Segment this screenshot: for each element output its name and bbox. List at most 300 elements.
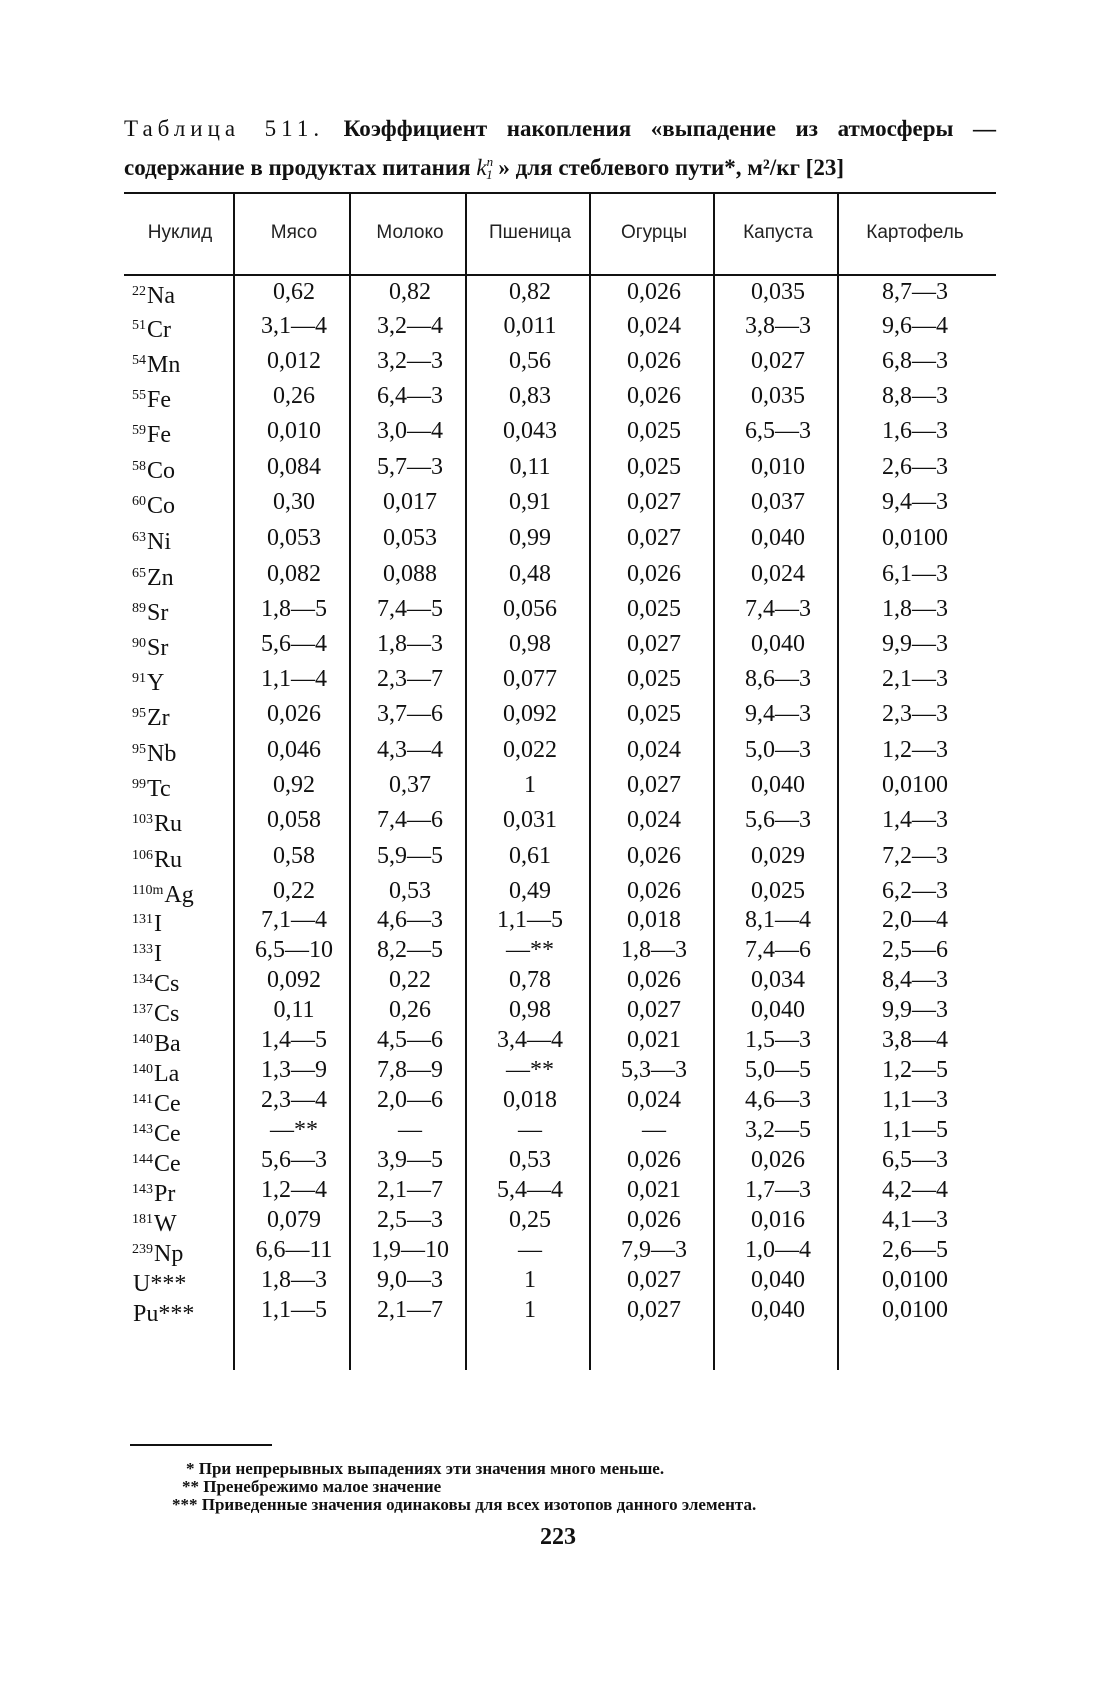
value-cell: 3,2—3 (377, 348, 443, 374)
table-row (0, 933, 1116, 967)
nuclide-cell (132, 450, 232, 488)
nuclide-cell (132, 662, 232, 700)
mass-number: 89 (132, 601, 146, 616)
value-cell: 0,021 (627, 1177, 681, 1203)
element-symbol: Sr (147, 635, 169, 661)
value-cell: 0,024 (627, 737, 681, 763)
value-cell: 0,026 (627, 348, 681, 374)
value-cell: 0,022 (503, 737, 557, 763)
value-cell: 1,2—4 (261, 1177, 327, 1203)
mass-number: 140 (132, 1032, 153, 1047)
value-cell: 9,4—3 (882, 489, 948, 515)
element-symbol: Pu*** (133, 1301, 195, 1327)
nuclide-cell (132, 803, 232, 841)
value-cell: 0,0100 (882, 1297, 948, 1323)
footnote-1: * При непрерывных выпадениях эти значения много меньше. (186, 1459, 665, 1478)
table-row (0, 275, 1116, 309)
value-cell: — (518, 1117, 542, 1143)
element-symbol: Ce (154, 1151, 181, 1177)
element-symbol: Zr (147, 705, 170, 731)
mass-number: 22 (132, 284, 146, 299)
element-symbol: Np (154, 1241, 184, 1267)
value-cell: 0,046 (267, 737, 321, 763)
value-cell: 0,83 (509, 383, 551, 409)
value-cell: 0,82 (389, 279, 431, 305)
value-cell: 5,6—3 (745, 807, 811, 833)
value-cell: 0,025 (627, 666, 681, 692)
table-row (0, 379, 1116, 413)
value-cell: 0,088 (383, 561, 437, 587)
value-cell: 0,92 (273, 772, 315, 798)
column-header: Мясо (270, 222, 318, 243)
table-row (0, 414, 1116, 448)
value-cell: 2,3—7 (377, 666, 443, 692)
value-cell: 1,1—5 (261, 1297, 327, 1323)
value-cell: 0,027 (627, 631, 681, 657)
value-cell: 1,9—10 (371, 1237, 449, 1263)
value-cell: — (518, 1237, 542, 1263)
value-cell: 0,58 (273, 843, 315, 869)
value-cell: 1 (524, 1297, 536, 1323)
value-cell: 0,11 (273, 997, 315, 1023)
value-cell: 6,4—3 (377, 383, 443, 409)
value-cell: 0,025 (627, 454, 681, 480)
table-row (0, 768, 1116, 802)
value-cell: 5,9—5 (377, 843, 443, 869)
nuclide-cell (132, 1293, 232, 1331)
table-row (0, 450, 1116, 484)
value-cell: 0,040 (751, 1267, 805, 1293)
value-cell: 0,016 (751, 1207, 805, 1233)
element-symbol: Pr (154, 1181, 176, 1207)
element-symbol: Ba (154, 1031, 181, 1057)
value-cell: 0,026 (627, 967, 681, 993)
element-symbol: Sr (147, 600, 169, 626)
value-cell: 0,48 (509, 561, 551, 587)
table-title-part1: Коэффициент накопления «выпадение из атмосферы — содержание в продуктах питания (124, 116, 997, 180)
value-cell: 1,7—3 (745, 1177, 811, 1203)
value-cell: 0,092 (267, 967, 321, 993)
value-cell: 0,026 (627, 279, 681, 305)
value-cell: 4,5—6 (377, 1027, 443, 1053)
value-cell: 0,025 (751, 878, 805, 904)
value-cell: 0,025 (627, 596, 681, 622)
value-cell: 0,22 (389, 967, 431, 993)
footnote-2: ** Пренебрежимо малое значение (182, 1477, 442, 1496)
value-cell: 0,026 (627, 383, 681, 409)
value-cell: 0,0100 (882, 525, 948, 551)
value-cell: 0,027 (627, 772, 681, 798)
value-cell: 3,1—4 (261, 313, 327, 339)
mass-number: 63 (132, 530, 146, 545)
table-row (0, 309, 1116, 343)
value-cell: 3,9—5 (377, 1147, 443, 1173)
mass-number: 58 (132, 459, 146, 474)
value-cell: 1,4—3 (882, 807, 948, 833)
nuclide-cell (132, 627, 232, 665)
value-cell: 5,3—3 (621, 1057, 687, 1083)
value-cell: 0,26 (273, 383, 315, 409)
table-row (0, 1083, 1116, 1117)
value-cell: 0,026 (627, 1147, 681, 1173)
value-cell: 0,53 (509, 1147, 551, 1173)
value-cell: 3,8—3 (745, 313, 811, 339)
column-header: Нуклид (147, 222, 213, 243)
value-cell: 0,031 (503, 807, 557, 833)
mass-number: 143 (132, 1122, 153, 1137)
value-cell: 0,027 (627, 1267, 681, 1293)
value-cell: 1,1—4 (261, 666, 327, 692)
value-cell: 2,6—3 (882, 454, 948, 480)
table-row (0, 733, 1116, 767)
value-cell: 4,1—3 (882, 1207, 948, 1233)
mass-number: 143 (132, 1182, 153, 1197)
mass-number: 51 (132, 318, 146, 333)
mass-number: 91 (132, 671, 146, 686)
table-row (0, 1263, 1116, 1297)
table-row (0, 1293, 1116, 1327)
mass-number: 65 (132, 566, 146, 581)
value-cell: 2,5—6 (882, 937, 948, 963)
value-cell: 4,6—3 (745, 1087, 811, 1113)
table-row (0, 662, 1116, 696)
k-coefficient-symbol: $k^n_1$ (476, 154, 494, 182)
nuclide-cell (132, 275, 232, 313)
value-cell: 0,91 (509, 489, 551, 515)
value-cell: 5,0—3 (745, 737, 811, 763)
element-symbol: Cr (147, 317, 171, 343)
value-cell: 0,027 (627, 1297, 681, 1323)
mass-number: 141 (132, 1092, 153, 1107)
mass-number: 131 (132, 912, 153, 927)
value-cell: 0,027 (627, 525, 681, 551)
value-cell: 2,3—4 (261, 1087, 327, 1113)
nuclide-cell (132, 309, 232, 347)
value-cell: 1 (524, 772, 536, 798)
value-cell: 0,49 (509, 878, 551, 904)
element-symbol: Zn (147, 565, 174, 591)
value-cell: 0,010 (267, 418, 321, 444)
value-cell: 0,25 (509, 1207, 551, 1233)
value-cell: —** (506, 1057, 554, 1083)
value-cell: 0,027 (627, 997, 681, 1023)
mass-number: 140 (132, 1062, 153, 1077)
table-row (0, 697, 1116, 731)
value-cell: 0,035 (751, 279, 805, 305)
value-cell: 3,4—4 (497, 1027, 563, 1053)
value-cell: 6,6—11 (255, 1237, 333, 1263)
value-cell: 1,1—5 (497, 907, 563, 933)
value-cell: 9,9—3 (882, 997, 948, 1023)
table-row (0, 557, 1116, 591)
value-cell: 6,1—3 (882, 561, 948, 587)
value-cell: 5,6—4 (261, 631, 327, 657)
element-symbol: Tc (147, 776, 171, 802)
value-cell: 7,4—3 (745, 596, 811, 622)
value-cell: 5,6—3 (261, 1147, 327, 1173)
footnote-rule (130, 1444, 272, 1446)
table-row (0, 1023, 1116, 1057)
table-row (0, 1113, 1116, 1147)
value-cell: 0,024 (751, 561, 805, 587)
mass-number: 55 (132, 388, 146, 403)
column-header: Молоко (376, 222, 444, 243)
value-cell: 0,027 (627, 489, 681, 515)
mass-number: 106 (132, 848, 153, 863)
value-cell: 0,043 (503, 418, 557, 444)
value-cell: 7,8—9 (377, 1057, 443, 1083)
mass-number: 60 (132, 494, 146, 509)
value-cell: 4,2—4 (882, 1177, 948, 1203)
value-cell: 3,2—5 (745, 1117, 811, 1143)
value-cell: 0,53 (389, 878, 431, 904)
table-caption (124, 112, 996, 191)
value-cell: 0,024 (627, 1087, 681, 1113)
value-cell: 0,78 (509, 967, 551, 993)
value-cell: 9,6—4 (882, 313, 948, 339)
value-cell: —** (270, 1117, 318, 1143)
value-cell: — (398, 1117, 422, 1143)
table-row (0, 1173, 1116, 1207)
value-cell: — (642, 1117, 666, 1143)
value-cell: 0,26 (389, 997, 431, 1023)
mass-number: 95 (132, 706, 146, 721)
element-symbol: W (154, 1211, 177, 1237)
table-row (0, 521, 1116, 555)
value-cell: 0,011 (503, 313, 557, 339)
value-cell: 5,0—5 (745, 1057, 811, 1083)
column-header: Огурцы (620, 222, 688, 243)
value-cell: —** (506, 937, 554, 963)
value-cell: 0,026 (627, 561, 681, 587)
value-cell: 0,040 (751, 1297, 805, 1323)
element-symbol: Mn (147, 352, 181, 378)
element-symbol: Nb (147, 741, 177, 767)
element-symbol: Cs (154, 971, 180, 997)
nuclide-cell (132, 344, 232, 382)
value-cell: 2,3—3 (882, 701, 948, 727)
element-symbol: Ag (164, 882, 194, 908)
value-cell: 1,5—3 (745, 1027, 811, 1053)
value-cell: 6,8—3 (882, 348, 948, 374)
table-row (0, 1203, 1116, 1237)
value-cell: 0,077 (503, 666, 557, 692)
value-cell: 6,5—3 (882, 1147, 948, 1173)
value-cell: 1,8—5 (261, 596, 327, 622)
table-row (0, 592, 1116, 626)
element-symbol: Co (147, 458, 176, 484)
value-cell: 0,025 (627, 418, 681, 444)
value-cell: 0,22 (273, 878, 315, 904)
element-symbol: I (154, 941, 162, 967)
footnote-3: *** Приведенные значения одинаковы для всех изотопов данного элемента. (172, 1495, 757, 1514)
nuclide-cell (132, 521, 232, 559)
value-cell: 0,0100 (882, 1267, 948, 1293)
value-cell: 0,084 (267, 454, 321, 480)
table-row (0, 627, 1116, 661)
value-cell: 2,0—4 (882, 907, 948, 933)
value-cell: 0,029 (751, 843, 805, 869)
value-cell: 9,4—3 (745, 701, 811, 727)
element-symbol: Ru (154, 847, 183, 873)
value-cell: 8,8—3 (882, 383, 948, 409)
value-cell: 8,4—3 (882, 967, 948, 993)
value-cell: 1,1—3 (882, 1087, 948, 1113)
table-row (0, 1233, 1116, 1267)
value-cell: 7,4—5 (377, 596, 443, 622)
value-cell: 2,5—3 (377, 1207, 443, 1233)
mass-number: 133 (132, 942, 153, 957)
element-symbol: Ru (154, 811, 183, 837)
value-cell: 2,1—7 (377, 1177, 443, 1203)
mass-number: 134 (132, 972, 153, 987)
value-cell: 9,0—3 (377, 1267, 443, 1293)
value-cell: 0,037 (751, 489, 805, 515)
table-row (0, 963, 1116, 997)
element-symbol: Ce (154, 1121, 181, 1147)
value-cell: 4,3—4 (377, 737, 443, 763)
table-row (0, 344, 1116, 378)
value-cell: 1,8—3 (377, 631, 443, 657)
value-cell: 7,2—3 (882, 843, 948, 869)
table-label: Таблица 511. (124, 116, 325, 141)
element-symbol: La (154, 1061, 180, 1087)
value-cell: 4,6—3 (377, 907, 443, 933)
mass-number: 99 (132, 777, 146, 792)
value-cell: 0,025 (627, 701, 681, 727)
value-cell: 0,026 (627, 1207, 681, 1233)
value-cell: 6,5—10 (255, 937, 333, 963)
page-number: 223 (540, 1524, 576, 1550)
value-cell: 0,079 (267, 1207, 321, 1233)
value-cell: 3,0—4 (377, 418, 443, 444)
value-cell: 0,018 (503, 1087, 557, 1113)
mass-number: 90 (132, 636, 146, 651)
value-cell: 2,6—5 (882, 1237, 948, 1263)
value-cell: 7,1—4 (261, 907, 327, 933)
value-cell: 1,6—3 (882, 418, 948, 444)
table-title-part2: » для стеблевого пути*, м²/кг [23] (498, 155, 844, 180)
element-symbol: Na (147, 283, 175, 309)
value-cell: 0,82 (509, 279, 551, 305)
value-cell: 3,2—4 (377, 313, 443, 339)
value-cell: 0,026 (267, 701, 321, 727)
value-cell: 0,37 (389, 772, 431, 798)
element-symbol: Ce (154, 1091, 181, 1117)
nuclide-cell (132, 839, 232, 877)
value-cell: 0,053 (383, 525, 437, 551)
value-cell: 8,6—3 (745, 666, 811, 692)
value-cell: 1,8—3 (621, 937, 687, 963)
value-cell: 0,024 (627, 807, 681, 833)
nuclide-cell (132, 414, 232, 452)
value-cell: 0,035 (751, 383, 805, 409)
nuclide-cell (132, 592, 232, 630)
nuclide-cell (132, 697, 232, 735)
value-cell: 0,027 (751, 348, 805, 374)
value-cell: 7,4—6 (377, 807, 443, 833)
value-cell: 2,1—3 (882, 666, 948, 692)
element-symbol: I (154, 911, 162, 937)
value-cell: 1,1—5 (882, 1117, 948, 1143)
value-cell: 0,053 (267, 525, 321, 551)
value-cell: 0,058 (267, 807, 321, 833)
value-cell: 1,8—3 (261, 1267, 327, 1293)
element-symbol: Fe (147, 422, 171, 448)
table-row (0, 485, 1116, 519)
table-row (0, 903, 1116, 937)
value-cell: 0,56 (509, 348, 551, 374)
value-cell: 0,040 (751, 772, 805, 798)
nuclide-cell (132, 379, 232, 417)
value-cell: 3,7—6 (377, 701, 443, 727)
element-symbol: U*** (133, 1271, 187, 1297)
value-cell: 0,026 (627, 843, 681, 869)
value-cell: 5,7—3 (377, 454, 443, 480)
table-top-rule (124, 192, 996, 194)
mass-number: 137 (132, 1002, 153, 1017)
value-cell: 1,4—5 (261, 1027, 327, 1053)
value-cell: 8,7—3 (882, 279, 948, 305)
mass-number: 59 (132, 423, 146, 438)
mass-number: 95 (132, 742, 146, 757)
mass-number: 239 (132, 1242, 153, 1257)
value-cell: 0,61 (509, 843, 551, 869)
value-cell: 7,9—3 (621, 1237, 687, 1263)
table-row (0, 803, 1116, 837)
value-cell: 8,2—5 (377, 937, 443, 963)
value-cell: 6,2—3 (882, 878, 948, 904)
value-cell: 1,3—9 (261, 1057, 327, 1083)
mass-number: 54 (132, 353, 146, 368)
value-cell: 1,2—5 (882, 1057, 948, 1083)
value-cell: 0,092 (503, 701, 557, 727)
element-symbol: Co (147, 493, 176, 519)
table-row (0, 993, 1116, 1027)
table-row (0, 1143, 1116, 1177)
value-cell: 0,98 (509, 997, 551, 1023)
value-cell: 0,30 (273, 489, 315, 515)
value-cell: 0,026 (751, 1147, 805, 1173)
value-cell: 5,4—4 (497, 1177, 563, 1203)
value-cell: 1,0—4 (745, 1237, 811, 1263)
value-cell: 0,040 (751, 631, 805, 657)
nuclide-cell (132, 768, 232, 806)
value-cell: 0,0100 (882, 772, 948, 798)
value-cell: 0,024 (627, 313, 681, 339)
column-header: Капуста (743, 222, 813, 243)
nuclide-cell (132, 733, 232, 771)
mass-number: 110m (132, 883, 164, 898)
value-cell: 8,1—4 (745, 907, 811, 933)
element-symbol: Cs (154, 1001, 180, 1027)
value-cell: 3,8—4 (882, 1027, 948, 1053)
value-cell: 0,040 (751, 997, 805, 1023)
value-cell: 0,040 (751, 525, 805, 551)
value-cell: 2,0—6 (377, 1087, 443, 1113)
value-cell: 0,018 (627, 907, 681, 933)
nuclide-cell (132, 485, 232, 523)
mass-number: 144 (132, 1152, 153, 1167)
value-cell: 0,026 (627, 878, 681, 904)
nuclide-cell (132, 557, 232, 595)
value-cell: 0,98 (509, 631, 551, 657)
value-cell: 0,056 (503, 596, 557, 622)
value-cell: 2,1—7 (377, 1297, 443, 1323)
value-cell: 1,8—3 (882, 596, 948, 622)
mass-number: 181 (132, 1212, 153, 1227)
value-cell: 7,4—6 (745, 937, 811, 963)
